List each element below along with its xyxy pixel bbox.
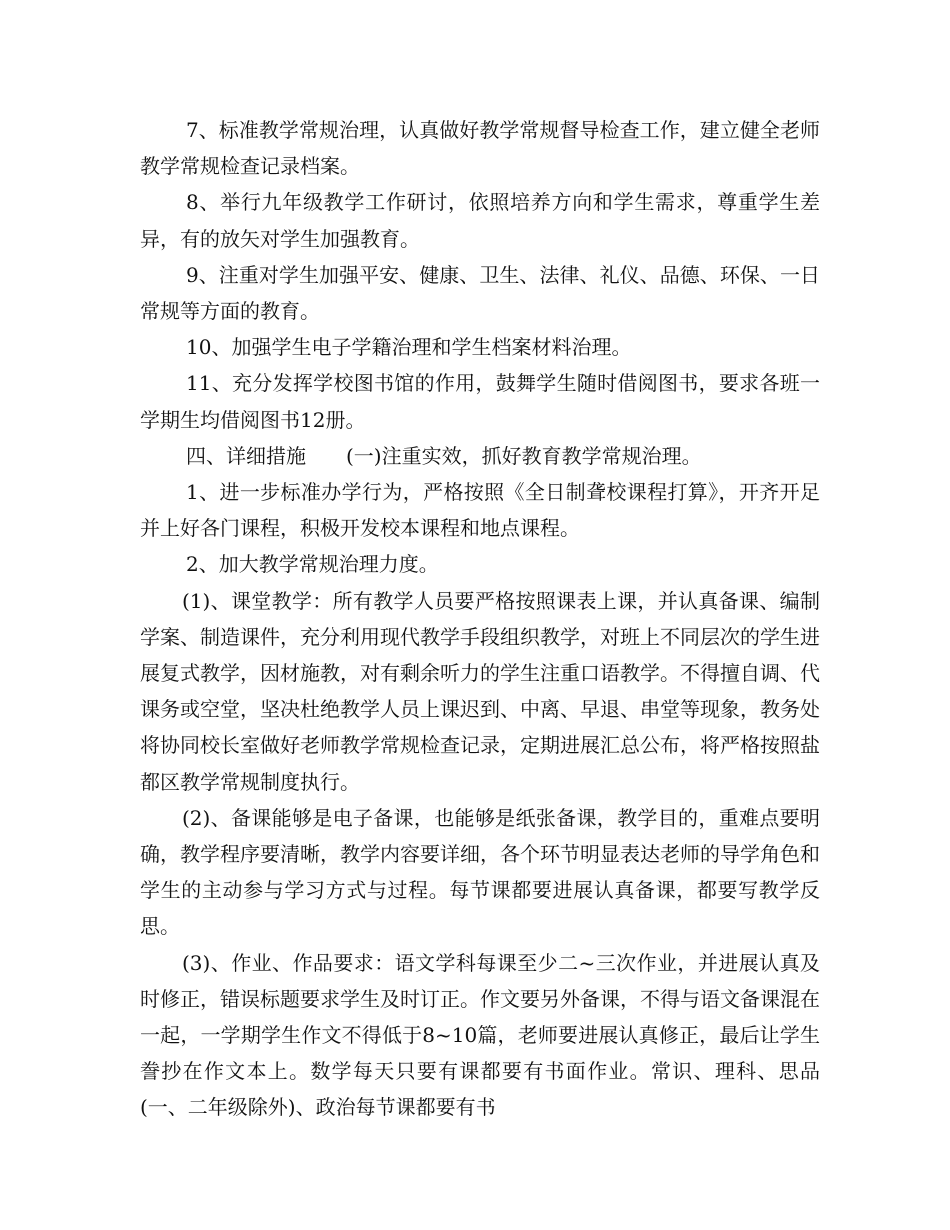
document-body: [140, 112, 820, 1126]
paragraph-measure-1: 1、进一步标准办学行为，严格按照《全日制聋校课程打算》，开齐开足并上好各门课程，积极开发校本课程和地点课程。: [140, 480, 820, 541]
paragraph-item-9: 9、注重对学生加强平安、健康、卫生、法律、礼仪、品德、环保、一日常规等方面的教育。: [140, 262, 820, 324]
paragraph-measure-2: 2、加大教学常规治理力度。: [186, 552, 439, 577]
paragraph-classroom-teaching: (1)、课堂教学：所有教学人员要严格按照课表上课，并认真备课、编制学案、制造课件，充分利用现代教学手段组织教学，对班上不同层次的学生进展复式教学，因材施教，对有剩余听力的学生注重口语教学。不得擅自调、代课务或空堂，坚决杜绝教学人员上课迟到、中离、早退、串堂等现象，教务处将协同校长室做好老师教学常规检查记录，定期进展汇总公布，将严格按照盐都区教学常规制度执行。: [140, 588, 820, 794]
paragraph-item-8: 8、举行九年级教学工作研讨，依照培养方向和学生需求，尊重学生差异，有的放矢对学生加强教育。: [140, 190, 820, 251]
paragraph-homework-requirements: (3)、作业、作品要求：语文学科每课至少二~三次作业，并进展认真及时修正，错误标题要求学生及时订正。作文要另外备课，不得与语文备课混在一起，一学期学生作文不得低于8~10篇，老师要进展认真修正，最后让学生誊抄在作文本上。数学每天只要有课都要有书面作业。常识、理科、思品(一、二年级除外)、政治每节课都要有书: [140, 950, 820, 1120]
paragraph-item-11: 11、充分发挥学校图书馆的作用，鼓舞学生随时借阅图书，要求各班一学期生均借阅图书12册。: [140, 371, 820, 432]
section-heading-measures: 四、详细措施 (一)注重实效，抓好教育教学常规治理。: [186, 443, 702, 468]
paragraph-item-7: 7、标准教学常规治理，认真做好教学常规督导检查工作，建立健全老师教学常规检查记录档案。: [140, 118, 820, 179]
paragraph-item-10: 10、加强学生电子学籍治理和学生档案材料治理。: [186, 335, 632, 360]
paragraph-lesson-preparation: (2)、备课能够是电子备课，也能够是纸张备课，教学目的，重难点要明确，教学程序要清晰，教学内容要详细，各个环节明显表达老师的导学角色和学生的主动参与学习方式与过程。每节课都要进展认真备课，都要写教学反思。: [140, 805, 820, 939]
